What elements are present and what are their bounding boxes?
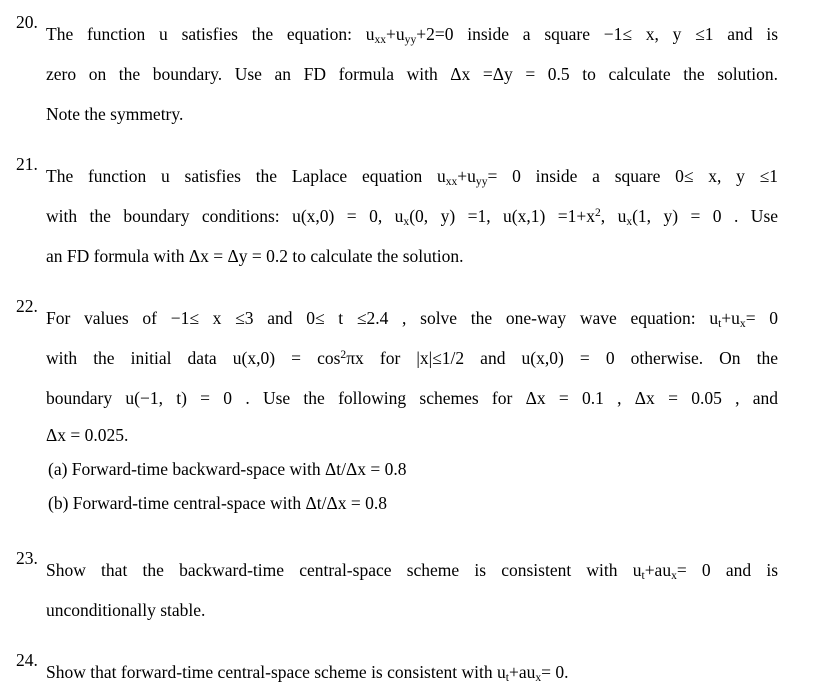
p22-a-cfl: Δt/Δx = 0.8 — [324, 459, 407, 479]
p23-sub-x: x — [671, 570, 677, 583]
p20-step-size: Δx =Δy = 0.5 — [450, 64, 570, 84]
problem-24 — [0, 652, 820, 692]
p21-step-size: Δx = Δy = 0.2 — [188, 246, 289, 266]
p22-initial-data: $u(x,0) = \cos^2\pi x$ — [232, 348, 364, 368]
p21-domain-range: 0≤ x, y ≤1 — [675, 166, 779, 186]
p24-l1-text-a: Show that forward-time central-space scheme is consistent with — [46, 662, 493, 682]
problem-21 — [0, 156, 820, 276]
p20-l2-text-a: zero on the boundary. Use an FD formula with — [46, 64, 438, 84]
p21-equation-laplace: $u_{xx}+u_{yy}= 0$ — [437, 166, 521, 189]
problem-24-number: 24. — [16, 650, 38, 670]
p22-b-cfl: Δt/Δx = 0.8 — [305, 493, 388, 513]
p22-l1-and: and — [267, 308, 293, 328]
p22-l4-period: . — [124, 425, 129, 445]
p22-l3-text-d: , and — [735, 388, 778, 408]
problem-21-line-3 — [46, 236, 778, 276]
p21-bc4-sub-x: x — [626, 216, 633, 229]
p21-l1-text-a: The function u satisfies the Laplace equation — [46, 166, 423, 186]
p24-l1-period: . — [564, 662, 569, 682]
p22-l1-text-a: For values of — [46, 308, 158, 328]
p23-equation-advection: $u_t+au_x= 0$ — [632, 560, 711, 583]
p20-domain-range: −1≤ x, y ≤1 — [603, 24, 714, 44]
p21-bc3-sup-2: 2 — [594, 207, 601, 219]
problem-22-line-2 — [46, 338, 778, 378]
p21-l3-text-a: an FD formula with — [46, 246, 185, 266]
p22-dx-3: Δx = 0.025 — [46, 425, 124, 445]
p24-sub-x: x — [535, 672, 542, 685]
p22-dx-1: Δx = 0.1 — [525, 388, 604, 408]
problem-21-number: 21. — [16, 154, 38, 174]
p21-l2-text-b: . Use — [734, 206, 779, 226]
p22-range-t: 0≤ t ≤2.4 — [306, 308, 389, 328]
p21-bc2-sub-x: x — [403, 216, 410, 229]
p21-sub-yy: yy — [475, 176, 488, 189]
p21-l3-text-b: to calculate the solution. — [292, 246, 464, 266]
p22-l1-text-b: , solve the one-way wave equation: — [402, 308, 696, 328]
p22-sub-t: t — [718, 318, 722, 331]
problem-20-line-1 — [46, 14, 778, 54]
p20-sub-xx: xx — [374, 34, 387, 47]
p21-bc-4: $u_x(1$, y) = 0 — [617, 206, 722, 229]
p20-equation-poisson: $u_{xx}+u_{yy}+2=0$ — [365, 24, 454, 47]
p20-l1-text-c: and is — [727, 24, 779, 44]
p23-sub-t: t — [641, 570, 645, 583]
problem-23-line-2: unconditionally stable. — [46, 600, 206, 620]
p21-bc-2: $u_x(0$, y) =1, — [394, 206, 491, 229]
problem-21-line-2 — [46, 196, 778, 236]
p22-cos-sup-2: 2 — [340, 349, 347, 361]
p22-a-label: (a) Forward-time backward-space with — [48, 459, 321, 479]
p23-l1-text-a: Show that the backward-time central-space scheme is consistent with — [46, 560, 618, 580]
p23-l1-text-b: and is — [725, 560, 779, 580]
p20-l1-text-b: inside a square — [467, 24, 591, 44]
problem-22-subitem-a — [46, 452, 778, 486]
problem-22 — [0, 298, 820, 520]
p21-bc-3: $u(x,1) =1+x^2$, — [503, 206, 606, 226]
problem-22-line-1 — [46, 298, 778, 338]
p22-l2-text-a: with the initial data — [46, 348, 217, 368]
p21-l1-text-b: inside a square — [535, 166, 661, 186]
p22-sub-x: x — [739, 318, 746, 331]
problem-23 — [0, 550, 820, 630]
p22-equation-advection: $u_t+u_x= 0$ — [709, 308, 779, 331]
p22-l3-comma-1: , — [617, 388, 622, 408]
p20-sub-yy: yy — [404, 34, 417, 47]
p22-b-label: (b) Forward-time central-space with — [48, 493, 302, 513]
p24-sub-t: t — [505, 672, 509, 685]
problem-21-line-1 — [46, 156, 778, 196]
p24-equation-advection: $u_t+au_x= 0$ — [496, 662, 565, 685]
problem-20 — [0, 14, 820, 134]
problem-20-line-3: Note the symmetry. — [46, 104, 184, 124]
p22-range-x: −1≤ x ≤3 — [170, 308, 254, 328]
p22-abs-condition: |x|≤1/2 — [416, 348, 465, 368]
p22-dx-2: Δx = 0.05 — [634, 388, 722, 408]
problem-20-number: 20. — [16, 12, 38, 32]
problem-22-number: 22. — [16, 296, 38, 316]
p21-l2-text-a: with the boundary conditions: — [46, 206, 280, 226]
p22-l2-and: and — [480, 348, 506, 368]
p22-l2-text-b: otherwise. On the — [630, 348, 779, 368]
p21-sub-xx: xx — [445, 176, 458, 189]
problem-22-line-3 — [46, 378, 778, 418]
problem-22-line-4 — [46, 418, 778, 452]
p20-l1-text-a: The function u satisfies the equation: — [46, 24, 352, 44]
p22-l3-text-b: . Use the following schemes for — [245, 388, 513, 408]
p22-initial-zero: u(x,0) = 0 — [521, 348, 615, 368]
problem-23-number: 23. — [16, 548, 38, 568]
p22-l3-text-a: boundary — [46, 388, 113, 408]
p22-l2-for: for — [379, 348, 401, 368]
p22-boundary-condition: u(−1, t) = 0 — [125, 388, 233, 408]
p20-l2-text-b: to calculate the solution. — [582, 64, 778, 84]
problem-23-line-1 — [46, 550, 778, 590]
problem-22-subitem-b — [46, 486, 778, 520]
problem-20-line-2 — [46, 54, 778, 94]
problem-24-line-1 — [46, 652, 778, 692]
p21-bc-1: u(x,0) = 0, — [292, 206, 383, 226]
